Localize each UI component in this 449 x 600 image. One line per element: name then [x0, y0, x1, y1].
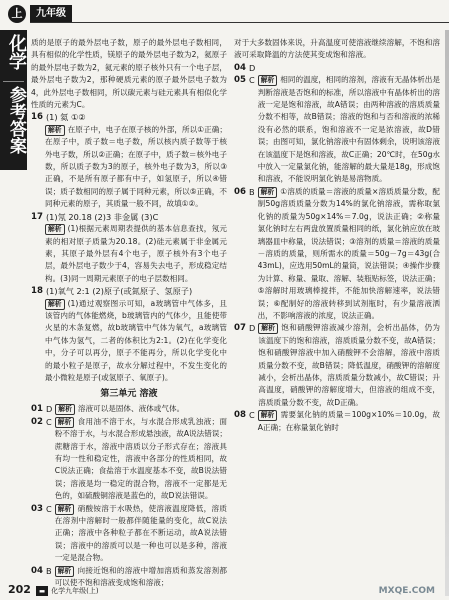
right-column	[234, 37, 440, 434]
book-title: 化学九年级(上)	[51, 587, 99, 595]
entry-text: 饱和硝酸钾溶液减少溶剂，会析出晶体，仍为该温度下的饱和溶液，溶质质量分数不变，故A错误；饱和硝酸钾溶液中加入硝酸钾不会溶解，溶液中溶质质量分数不变，故B错误；降低温度，硝酸钾的溶解度减小，会析出晶体，溶质质量分数减小，故C错误；升高温度，硝酸钾的溶解度增大，但溶液的组成不变，溶质质量分数不变，故D正确。	[258, 323, 440, 407]
entry-text: 食用油不溶于水，与水混合形成乳浊液；面粉不溶于水，与水混合形成悬浊液，故A说法错误；蔗糖溶于水，溶液中溶质以分子形式存在；溶液具有均一性和稳定性，溶液中各部分的性质相同，故C说法正确；食盐溶于水温度基本不变，故B说法错误；溶液是均一稳定的混合物，溶液不一定都是无色的，如硫酸铜溶液是蓝色的，故D说法错误。	[54, 416, 227, 501]
answer-entry	[234, 62, 440, 74]
watermark: MXQE.COM	[378, 586, 435, 596]
answer-value: C	[45, 503, 52, 514]
answer-value: (1)氖 20.18 (2)3 非金属 (3)C	[45, 211, 159, 222]
answer-entry	[31, 285, 227, 297]
question-number: 16	[31, 112, 43, 123]
answer-entry	[234, 186, 440, 322]
entry-body	[258, 74, 440, 186]
analysis-tag: 解析	[45, 224, 65, 235]
question-number: 04	[234, 62, 246, 73]
question-number: 17	[31, 211, 43, 222]
answer-value: D	[248, 323, 256, 334]
answer-value: D	[248, 62, 256, 73]
answer-value: C	[248, 75, 255, 86]
analysis-tag: 解析	[55, 417, 75, 428]
analysis-tag: 解析	[55, 404, 75, 415]
left-column	[31, 37, 227, 589]
answer-entry	[31, 403, 227, 415]
question-number: 03	[31, 503, 43, 514]
analysis-tag: 解析	[55, 566, 75, 577]
entry-body	[258, 322, 440, 409]
answer-entry	[31, 111, 227, 123]
entry-body	[258, 186, 440, 322]
brand-mark: ▬	[36, 586, 48, 596]
answer-paragraph	[31, 124, 227, 211]
answer-entry	[234, 74, 440, 186]
band-divider	[3, 81, 24, 82]
answer-paragraph	[31, 223, 227, 285]
entry-body	[55, 416, 227, 503]
question-number: 08	[234, 410, 246, 421]
entry-text: 需要氯化钠的质量＝100g×10%＝10.0g，故A正确；在称量氯化钠时	[257, 410, 440, 432]
question-number: 18	[31, 286, 43, 297]
paragraph-text: 质的是原子的最外层电子数，原子的最外层电子数相同，具有相似的化学性质，镁原子的最外层电子数为2，氦原子的最外层电子数为2，氦元素的原子核外只有一个电子层，最外层电子数为2，那种硬质元素的原子最外层电子数为4，此外层电子数相同，所以碳元素与硅元素具有相似化学性质的元素为C。	[31, 38, 227, 110]
question-number: 04	[31, 565, 43, 576]
answer-value: (1) 氦 ①②	[45, 112, 86, 123]
paragraph-text: (1)通过观察图示可知，a玻璃管中气体多，且该管内的气体能燃烧，b玻璃管内的气体少，且能使带火星的木条复燃，故b玻璃管中气体为氧气，a玻璃管中气体为氢气，二者的体积比为2:1。(2)在化学变化中，分子可以再分，原子不能再分，所以化学变化中的最小粒子是原子，故水分解过程中，不发生变化的最小微粒是原子(或氢原子、氧原子)。	[45, 298, 227, 382]
answer-value: D	[45, 404, 53, 415]
analysis-tag: 解析	[258, 410, 278, 421]
answer-entry	[31, 503, 227, 565]
entry-text: 向接近饱和的溶液中增加溶质和蒸发溶剂都可以使不饱和溶液变成饱和溶液；	[54, 565, 227, 588]
answer-value: (1)氧气 2:1 (2)原子(或氮原子、氢原子)	[45, 286, 193, 297]
entry-body	[258, 409, 440, 434]
question-number: 06	[234, 186, 246, 197]
side-band	[0, 30, 27, 170]
answer-paragraph	[234, 37, 440, 62]
analysis-tag: 解析	[258, 187, 278, 198]
question-number: 05	[234, 75, 246, 86]
page-number: 202	[8, 583, 31, 596]
answer-entry	[31, 416, 227, 503]
answer-entry	[234, 409, 440, 434]
answer-key-label: 参考答案	[6, 86, 26, 154]
answer-paragraph	[31, 298, 227, 385]
analysis-tag: 解析	[45, 299, 65, 310]
entry-text: 硝酸铵溶于水吸热，使溶液温度降低，溶质在溶剂中溶解时一般都伴随能量的变化，故C说法正确；溶液中各种粒子都在不断运动，故A说法错误；溶液中的溶质可以是一种也可以是多种，溶液一定是混合物。	[54, 503, 227, 563]
answer-paragraph	[31, 37, 227, 111]
unit-heading: 第三单元 溶液	[100, 389, 158, 400]
answer-value: B	[45, 565, 52, 576]
grade-label: 九年级	[30, 5, 72, 23]
answer-value: C	[248, 410, 255, 421]
entry-body	[55, 403, 184, 415]
answer-value: C	[45, 416, 52, 427]
page-edge	[445, 30, 449, 596]
answer-entry	[234, 322, 440, 409]
header-rule	[30, 22, 449, 23]
subject-label: 化学	[6, 34, 27, 70]
analysis-tag: 解析	[258, 323, 278, 334]
paragraph-text: 在原子中，电子在原子核的外部，所以①正确；在原子中，质子数＝电子数，所以核内质子数等于核外电子数，所以②正确；在原子中，质子数＝核外电子数，所以质子数为3的原子，核外电子数为3，所以③正确，不是所有原子都有中子，如氢原子，所以④错误；质子数相同的原子属于同种元素，所以⑤正确，不同种元素的原子，其质量一般不同，故填①②。	[45, 124, 227, 209]
question-number: 07	[234, 323, 246, 334]
entry-body	[55, 503, 227, 565]
analysis-tag: 解析	[45, 125, 65, 136]
question-number: 01	[31, 404, 43, 415]
paragraph-text: 对于大多数固体来说，升高温度可使溶液继续溶解，不饱和溶液可采取降温的方法使其变成饱和溶液。	[234, 38, 440, 60]
volume-badge: 上	[8, 5, 26, 23]
paragraph-text: (1)根据元素周期表提供的基本信息查找，氖元素的相对原子质量为20.18。(2)硅元素属于非金属元素，其原子最外层有4个电子，原子核外有3个电子层，最外层电子数少于4，容易失去电子，形成稳定结构。(3)同一周期元素原子的电子层数相同。	[45, 224, 227, 283]
analysis-tag: 解析	[55, 504, 75, 515]
page-header	[0, 0, 449, 28]
page-footer	[8, 583, 99, 597]
question-number: 02	[31, 416, 43, 427]
answer-value: B	[248, 186, 255, 197]
entry-text: ①溶质的质量＝溶液的质量×溶质质量分数，配制50g溶质质量分数为14%的氯化钠溶液，需称取氯化钠的质量为50g×14%＝7.0g，说法正确；②称量氯化钠时左右两盘放置质量相同的纸，氯化钠应放在玻璃器皿中称量，说法错误；③溶剂的质量＝溶液的质量－溶质的质量，则所需水的质量＝50g－7g＝43g(合43mL)，应选用50mL的量筒，说法错误；④操作步骤为计算、称量、量取、溶解、装瓶贴标签，说法正确；⑤溶解时用玻璃棒搅拌，不能加快溶解速率，说法错误；⑥配制好的溶液转移到试剂瓶时，有少量溶液洒出，不影响溶液的浓度，说法正确。	[257, 186, 440, 320]
entry-text: 溶液可以是固体、液体或气体。	[77, 404, 185, 414]
answer-entry	[31, 211, 227, 223]
analysis-tag: 解析	[258, 75, 278, 86]
entry-text: 相同的温度，相同的溶剂，溶液有无晶体析出是判断溶液是否饱和的标准，所以溶液中有晶体析出的溶液一定是饱和溶液，故A错误；由两种溶液的溶质质量分数不相等，故B错误；溶液的饱和与否和溶液的浓稀没有必然的联系，饱和溶液不一定是浓溶液，故D错误；由图可知，氯化钠溶液中有固体剩余，说明该溶液在该温度下是饱和溶液，故C正确；20℃时，在50g水中放入一定量氯化钠，能溶解的最大量是18g，形成饱和溶液，不能说明氯化钠是易溶物质。	[257, 75, 440, 184]
